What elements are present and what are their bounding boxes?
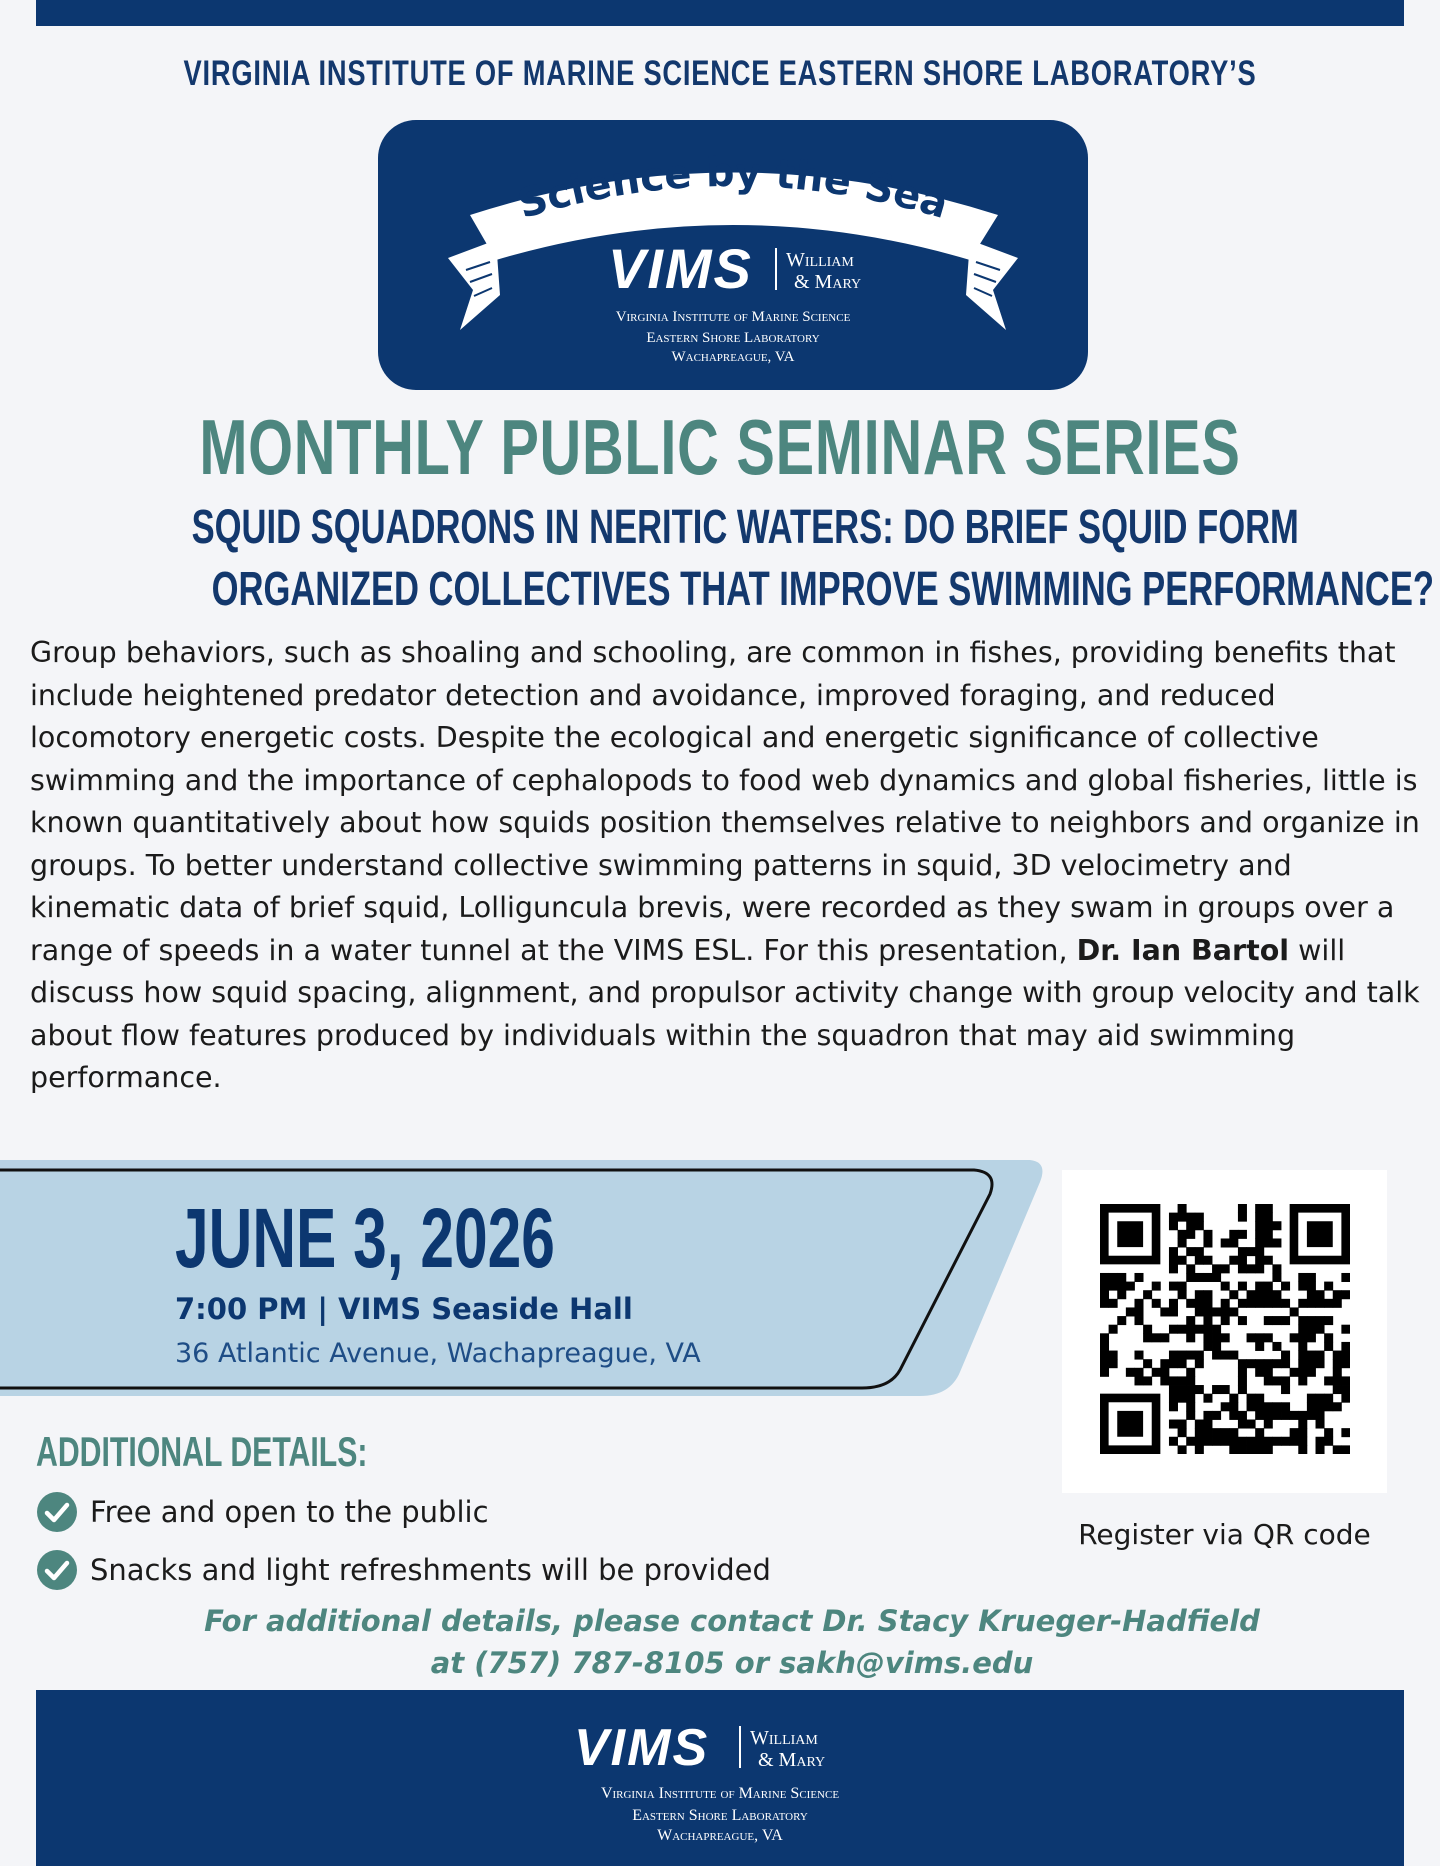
footer-org-line-2: Eastern Shore Laboratory <box>632 1807 808 1824</box>
contact-line-2: at (757) 787-8105 or sakh@vims.edu <box>430 1646 1034 1680</box>
check-circle-icon <box>36 1491 78 1533</box>
qr-panel <box>1062 1170 1387 1493</box>
detail-item <box>36 1490 489 1534</box>
detail-item <box>36 1548 771 1592</box>
footer-org-line-3: Wachapreague, VA <box>657 1827 783 1844</box>
top-bar <box>36 0 1404 26</box>
talk-title-line-2: ORGANIZED COLLECTIVES THAT IMPROVE SWIMMING PERFORMANCE? <box>211 563 1434 616</box>
contact-line-1: For additional details, please contact Dr. Stacy Krueger-Hadfield <box>204 1604 1260 1638</box>
details-heading: ADDITIONAL DETAILS: <box>36 1428 368 1475</box>
ribbon-left-tail <box>448 240 500 330</box>
footer-org-line-1: Virginia Institute of Marine Science <box>600 1785 840 1802</box>
org-line-2: Eastern Shore Laboratory <box>646 330 820 346</box>
speaker-name: Dr. Ian Bartol <box>1076 933 1290 967</box>
qr-caption: Register via QR code <box>1078 1518 1371 1551</box>
abstract-part-1: Group behaviors, such as shoaling and schooling, are common in fishes, providing benefits that include heightened predator detection and avoidance, improved foraging, and reduced locomotory energetic costs. Despite the ecological and energetic significance of collective swimming and the importance of cephalopods to food web dynamics and global fisheries, little is known quantitatively about how squids position themselves relative to neighbors and organize in groups. To better understand collective swimming patterns in squid, 3D velocimetry and kinematic data of brief squid, Lolliguncula brevis, were recorded as they swam in groups over a range of speeds in a water tunnel at the VIMS ESL. For this presentation, <box>30 636 1420 967</box>
registration-qr-code[interactable] <box>1100 1204 1350 1454</box>
footer <box>36 1690 1404 1866</box>
abstract <box>30 632 1420 1100</box>
event-time-venue: 7:00 PM | VIMS Seaside Hall <box>175 1292 633 1326</box>
series-title: MONTHLY PUBLIC SEMINAR SERIES <box>199 403 1241 491</box>
footer-partner-line-2: & Mary <box>758 1749 826 1771</box>
org-line-3: Wachapreague, VA <box>671 349 795 365</box>
detail-text: Free and open to the public <box>90 1495 489 1529</box>
eyebrow-heading: VIRGINIA INSTITUTE OF MARINE SCIENCE EASTERN SHORE LABORATORY’S <box>183 54 1257 93</box>
footer-vims-wordmark: VIMS <box>574 1719 710 1777</box>
science-by-the-sea-logo <box>378 120 1088 390</box>
detail-text: Snacks and light refreshments will be provided <box>90 1553 771 1587</box>
event-date: JUNE 3, 2026 <box>175 1191 555 1285</box>
event-address: 36 Atlantic Avenue, Wachapreague, VA <box>175 1338 701 1369</box>
talk-title-line-1: SQUID SQUADRONS IN NERITIC WATERS: DO BRIEF SQUID FORM <box>191 501 1299 554</box>
abstract-part-2: will discuss how squid spacing, alignment, and propulsor activity change with group velocity and talk about flow features produced by individuals within the squadron that may aid swimming performance. <box>30 933 1420 1094</box>
org-line-1: Virginia Institute of Marine Science <box>615 309 851 325</box>
partner-line-2: & Mary <box>794 271 862 293</box>
footer-partner-line-1: William <box>750 1727 818 1749</box>
vims-wordmark: VIMS <box>608 237 753 300</box>
ribbon-text: Science by the Sea <box>512 149 954 228</box>
partner-line-1: William <box>786 249 854 271</box>
check-circle-icon <box>36 1549 78 1591</box>
